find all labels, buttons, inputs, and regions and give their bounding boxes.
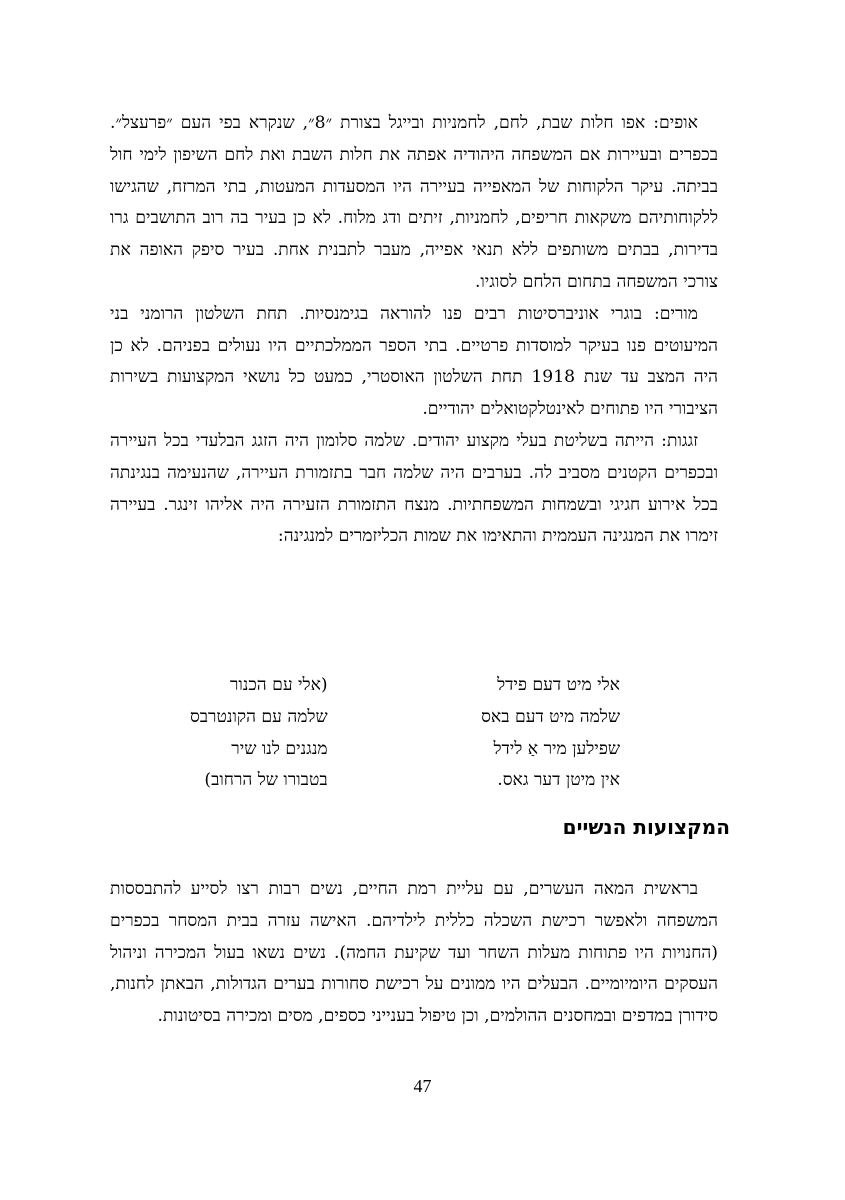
section-professions [110,108,718,553]
song-hebrew-column [190,670,328,797]
song-verse [190,670,620,800]
page-number: 47 [413,1076,432,1096]
paragraph-women: בראשית המאה העשרים, עם עליית רמת החיים, נשים רבות רצו לסייע להתבססות המשפחה ולאפשר רכישת השכלה כללית לילדיהם. האישה עזרה בבית המסחר בכפרים (החנויות היו פתוחות מעלות השחר ועד שקיעת החמה). נשים נשאו בעול המכירה וניהול העסקים היומיומיים. הבעלים היו ממונים על רכישת סחורות בערים הגדולות, הבאתן לחנות, סידורן במדפים ובמחסנים ההולמים, וכן טיפול בענייני כספים, מסים ומכירה בסיטונות. [110,879,718,1027]
song-yiddish-column [481,670,620,797]
song-yiddish-line: שלמה מיט דעם באס [481,706,620,727]
section-heading: המקצועות הנשיים [562,815,730,839]
song-hebrew-line: מנגנים לנו שיר [231,738,328,759]
song-hebrew-line: (אלי עם הכנור [229,675,328,695]
paragraph-teachers: מורים: בוגרי אוניברסיטות רבים פנו להוראה בגימנסיות. תחת השלטון הרומני בני המיעוטים פנו בעיקר למוסדות פרטיים. בתי הספר הממלכתיים היו נעולים בפניהם. לא כן היה המצב עד שנת 1918 תחת השלטון האוסטרי, כמעט כל נושאי המקצועות בשירות הציבורי היו פתוחים לאינטלקטואלים יהודיים. [110,303,718,420]
song-hebrew-line: שלמה עם הקונטרבס [190,706,328,727]
paragraph-glaziers: זגגות: הייתה בשליטת בעלי מקצוע יהודים. שלמה סלומון היה הזגג הבלעדי בכל העיירה ובכפרים הקטנים מסביב לה. בערבים היה שלמה חבר בתזמורת העיירה, שהנעימה בנגינתה בכל אירוע חגיגי ובשמחות המשפחתיות. מנצח התזמורת הזעירה היה אליהו זינגר. בעיירה זימרו את המנגינה העממית והתאימו את שמות הכליזמרים למנגינה: [110,430,718,547]
song-yiddish-line: אין מיטן דער גאס. [497,770,620,791]
song-yiddish-line: שפילען מיר אַ לידל [493,738,620,759]
section-womens-professions [110,874,718,1033]
song-yiddish-line: אלי מיט דעם פידל [497,675,620,695]
paragraph-bakers: אופים: אפו חלות שבת, לחם, לחמניות ובייגל בצורת ״8״, שנקרא בפי העם ״פרעצל״. בכפרים ובעיירות אם המשפחה היהודיה אפתה את חלות השבת ואת לחם השיפון לימי חול בביתה. עיקר הלקוחות של המאפייה בעיירה היו המסעדות המעטות, בתי המרזח, שהגישו ללקוחותיהם משקאות חריפים, לחמניות, זיתים ודג מלוח. לא כן בעיר בה רוב התושבים גרו בדירות, בבתים משותפים ללא תנאי אפייה, מעבר לתבנית אחת. בעיר סיפק האופה את צורכי המשפחה בתחום הלחם לסוגיו. [110,113,718,292]
song-hebrew-line: בטבורו של הרחוב) [204,770,328,791]
